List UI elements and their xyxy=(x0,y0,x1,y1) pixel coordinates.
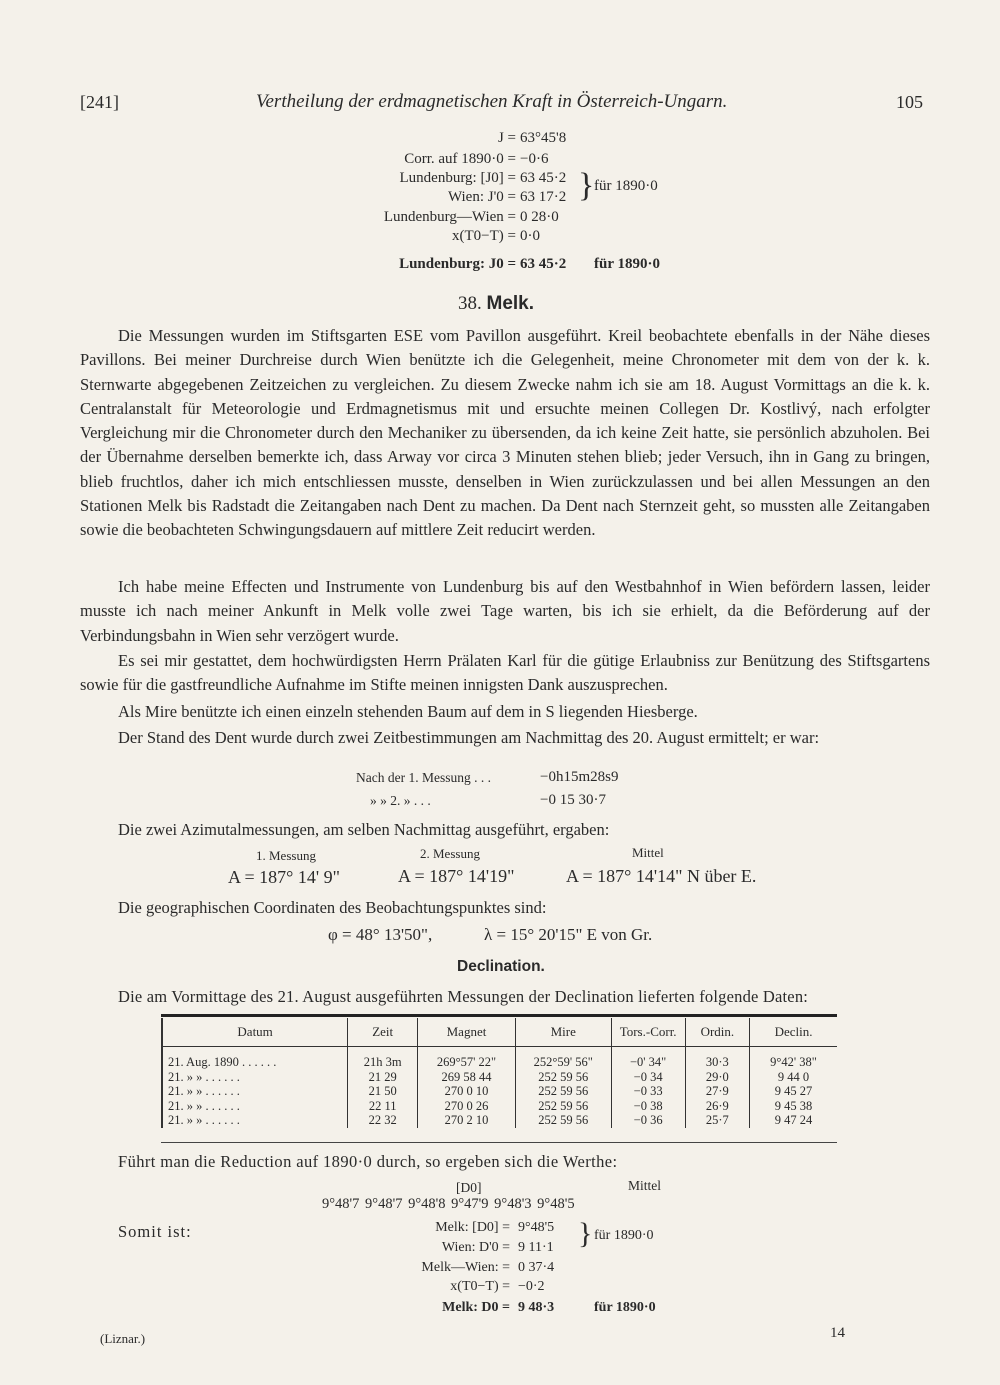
footer-author: (Liznar.) xyxy=(100,1331,146,1346)
cell: 9 47 24 xyxy=(750,1113,837,1128)
cell: 252 59 56 xyxy=(515,1084,611,1099)
cell: 252 59 56 xyxy=(515,1099,611,1114)
result-value: 9 48·3 xyxy=(518,1300,555,1315)
reduction-head: Mittel xyxy=(628,1178,661,1193)
table-rule xyxy=(161,1014,837,1017)
cell: 269°57' 22" xyxy=(418,1055,516,1070)
azimuth-intro: Die zwei Azimutalmessungen, am selben Nachmittag ausgeführt, ergaben: xyxy=(118,820,610,839)
cell: 21 50 xyxy=(348,1084,418,1099)
table-row xyxy=(162,1113,837,1128)
eq-value: 9°48'5 xyxy=(518,1220,555,1235)
cell: −0 34 xyxy=(611,1070,685,1085)
dent-value: −0h15m28s9 xyxy=(540,769,619,785)
eq-label: x(T0−T) = xyxy=(450,1279,510,1294)
azimuth-head: 2. Messung xyxy=(420,846,480,861)
result-label: Melk: D0 = xyxy=(442,1300,510,1315)
eq-label: Lundenburg: [J0] = xyxy=(399,170,516,186)
page-ref: [241] xyxy=(80,92,119,112)
col-header: Declin. xyxy=(750,1018,837,1047)
table-header-row xyxy=(162,1018,837,1047)
azimuth-value: A = 187° 14' 9" xyxy=(228,867,340,887)
col-header: Ordin. xyxy=(685,1018,749,1047)
coords-phi: φ = 48° 13'50", xyxy=(328,925,433,944)
brace: } xyxy=(578,167,595,204)
cell: 9 44 0 xyxy=(750,1070,837,1085)
table-rule xyxy=(161,1142,837,1143)
brace-note: für 1890·0 xyxy=(594,1228,654,1243)
col-header: Zeit xyxy=(348,1018,418,1047)
dent-label: Nach der 1. Messung . . . xyxy=(356,770,491,785)
brace: } xyxy=(578,1217,593,1250)
azimuth-value: A = 187° 14'19" xyxy=(398,866,515,886)
cell: 30·3 xyxy=(685,1055,749,1070)
azimuth-value: A = 187° 14'14" N über E. xyxy=(566,866,757,886)
declination-intro: Die am Vormittage des 21. August ausgeführten Messungen der Declination lieferten folgende Daten: xyxy=(118,987,809,1006)
somit-label: Somit ist: xyxy=(118,1222,192,1241)
dent-label: » » 2. » . . . xyxy=(370,793,431,808)
result-note: für 1890·0 xyxy=(594,256,660,272)
eq-label: Wien: J'0 = xyxy=(447,189,516,205)
eq-label: Wien: D'0 = xyxy=(441,1240,510,1255)
cell: 9 45 27 xyxy=(750,1084,837,1099)
paragraph: Die Messungen wurden im Stiftsgarten ESE vom Pavillon ausgeführt. Kreil beobachtete ebenfalls in der Nähe dieses Pavillons. Bei meiner Durchreise durch Wien benützte ich die Gelegenheit, meine Chronometer mit dem von der k. k. Sternwarte abgegebenen Zeitzeichen zu vergleichen. Zu diesem Zwecke nahm ich sie am 18. August Vormittags an die k. k. Centralanstalt für Meteorologie und Erdmagnetismus mit und ersuchte meinen Collegen Dr. Kostlivý, nach erfolgter Vergleichung mir die Chronometer durch den Mechaniker zu übersenden, da ich keine Zeit hatte, sie persönlich abzuholen. Bei der Übernahme derselben bemerkte ich, dass Arway vor circa 3 Minuten stehen blieb; jeder Versuch, ihn in Gang zu bringen, blieb fruchtlos, daher ich mich entschliessen musste, denselben in Wien zurückzulassen und bei allen Messungen an den Stationen Melk bis Radstadt die Zeitangaben nach Dent zu machen. Da Dent nach Sternzeit geht, so mussten alle Zeitangaben sowie die beobachteten Schwingungsdauern auf mittlere Zeit reducirt werden. xyxy=(80,326,930,540)
cell: 270 0 26 xyxy=(418,1099,516,1114)
cell: 26·9 xyxy=(685,1099,749,1114)
cell: −0' 34" xyxy=(611,1055,685,1070)
cell: 21h 3m xyxy=(348,1055,418,1070)
eq-value: −0·6 xyxy=(520,151,549,167)
running-title: Vertheilung der erdmagnetischen Kraft in Österreich-Ungarn. xyxy=(256,91,728,112)
paragraph: Es sei mir gestattet, dem hochwürdigsten Herrn Prälaten Karl für die gütige Erlaubniss zur Benützung des Stiftsgartens sowie für die gastfreundliche Aufnahme im Stifte meinen innigsten Dank auszusprechen. xyxy=(80,651,930,695)
col-header: Tors.-Corr. xyxy=(611,1018,685,1047)
cell: −0 33 xyxy=(611,1084,685,1099)
cell: −0 38 xyxy=(611,1099,685,1114)
cell: 9°42' 38" xyxy=(750,1055,837,1070)
eq-value: 63 17·2 xyxy=(520,189,567,205)
eq-value: 63 45·2 xyxy=(520,170,567,186)
eq-value: 0·0 xyxy=(520,228,540,244)
cell: 270 0 10 xyxy=(418,1084,516,1099)
table-row xyxy=(162,1055,837,1070)
eq-label: Melk—Wien: = xyxy=(421,1260,510,1275)
reduction-values: 9°48'7 9°48'7 9°48'8 9°47'9 9°48'3 9°48'5 xyxy=(322,1196,575,1212)
coords-lambda: λ = 15° 20'15" E von Gr. xyxy=(484,925,653,944)
cell: 21. » » . . . . . . xyxy=(162,1113,348,1128)
declination-table xyxy=(161,1018,837,1128)
result-label: Lundenburg: J0 = xyxy=(399,256,516,272)
cell: 21 29 xyxy=(348,1070,418,1085)
eq-label: Lundenburg—Wien = xyxy=(383,209,516,225)
footer-sheet-number: 14 xyxy=(830,1325,845,1341)
cell: 22 32 xyxy=(348,1113,418,1128)
col-header: Datum xyxy=(162,1018,348,1047)
azimuth-head: Mittel xyxy=(632,845,664,860)
section-heading xyxy=(458,293,534,315)
azimuth-head: 1. Messung xyxy=(256,848,316,863)
coords-intro: Die geographischen Coordinaten des Beobachtungspunktes sind: xyxy=(118,898,547,917)
reduction-intro: Führt man die Reduction auf 1890·0 durch, so ergeben sich die Werthe: xyxy=(118,1152,618,1171)
table-row xyxy=(162,1070,837,1085)
cell: 252 59 56 xyxy=(515,1070,611,1085)
cell: 25·7 xyxy=(685,1113,749,1128)
cell: 21. » » . . . . . . xyxy=(162,1070,348,1085)
paragraph: Ich habe meine Effecten und Instrumente von Lundenburg bis auf den Westbahnhof in Wien befördern lassen, leider musste ich nach meiner Ankunft in Melk volle zwei Tage warten, bis ich sie erhielt, da die Beförderung auf der Verbindungsbahn in Wien sehr verzögert wurde. xyxy=(80,577,930,645)
cell: 269 58 44 xyxy=(418,1070,516,1085)
cell: 29·0 xyxy=(685,1070,749,1085)
col-header: Mire xyxy=(515,1018,611,1047)
dent-value: −0 15 30·7 xyxy=(540,792,606,808)
paragraph: Als Mire benützte ich einen einzeln stehenden Baum auf dem in S liegenden Hiesberge. xyxy=(118,702,698,721)
eq-value: 9 11·1 xyxy=(518,1240,554,1255)
col-header: Magnet xyxy=(418,1018,516,1047)
cell: 270 2 10 xyxy=(418,1113,516,1128)
table-row xyxy=(162,1099,837,1114)
cell: 252°59' 56" xyxy=(515,1055,611,1070)
eq-label: Corr. auf 1890·0 = xyxy=(404,151,516,167)
cell: 252 59 56 xyxy=(515,1113,611,1128)
cell: 21. Aug. 1890 . . . . . . xyxy=(162,1055,348,1070)
reduction-head: [D0] xyxy=(456,1180,482,1195)
cell: 21. » » . . . . . . xyxy=(162,1084,348,1099)
result-value: 63 45·2 xyxy=(520,256,567,272)
eq-label: x(T0−T) = xyxy=(452,228,516,244)
eq-label: Melk: [D0] = xyxy=(435,1220,510,1235)
page-number: 105 xyxy=(896,92,923,112)
section-name: Melk. xyxy=(486,293,535,314)
cell: 22 11 xyxy=(348,1099,418,1114)
paragraph: Der Stand des Dent wurde durch zwei Zeitbestimmungen am Nachmittag des 20. August ermittelt; er war: xyxy=(118,728,820,747)
cell: 21. » » . . . . . . xyxy=(162,1099,348,1114)
eq-value: −0·2 xyxy=(518,1279,545,1294)
brace-note: für 1890·0 xyxy=(594,178,658,194)
eq-value: 0 37·4 xyxy=(518,1260,555,1275)
eq-value: 63°45'8 xyxy=(520,130,567,146)
table-row xyxy=(162,1084,837,1099)
result-note: für 1890·0 xyxy=(594,1300,656,1315)
eq-value: 0 28·0 xyxy=(520,209,559,225)
cell: 27·9 xyxy=(685,1084,749,1099)
eq-label: J = xyxy=(497,130,516,146)
cell: 9 45 38 xyxy=(750,1099,837,1114)
section-number: 38. xyxy=(458,293,482,314)
declination-heading: Declination. xyxy=(457,958,545,975)
cell: −0 36 xyxy=(611,1113,685,1128)
